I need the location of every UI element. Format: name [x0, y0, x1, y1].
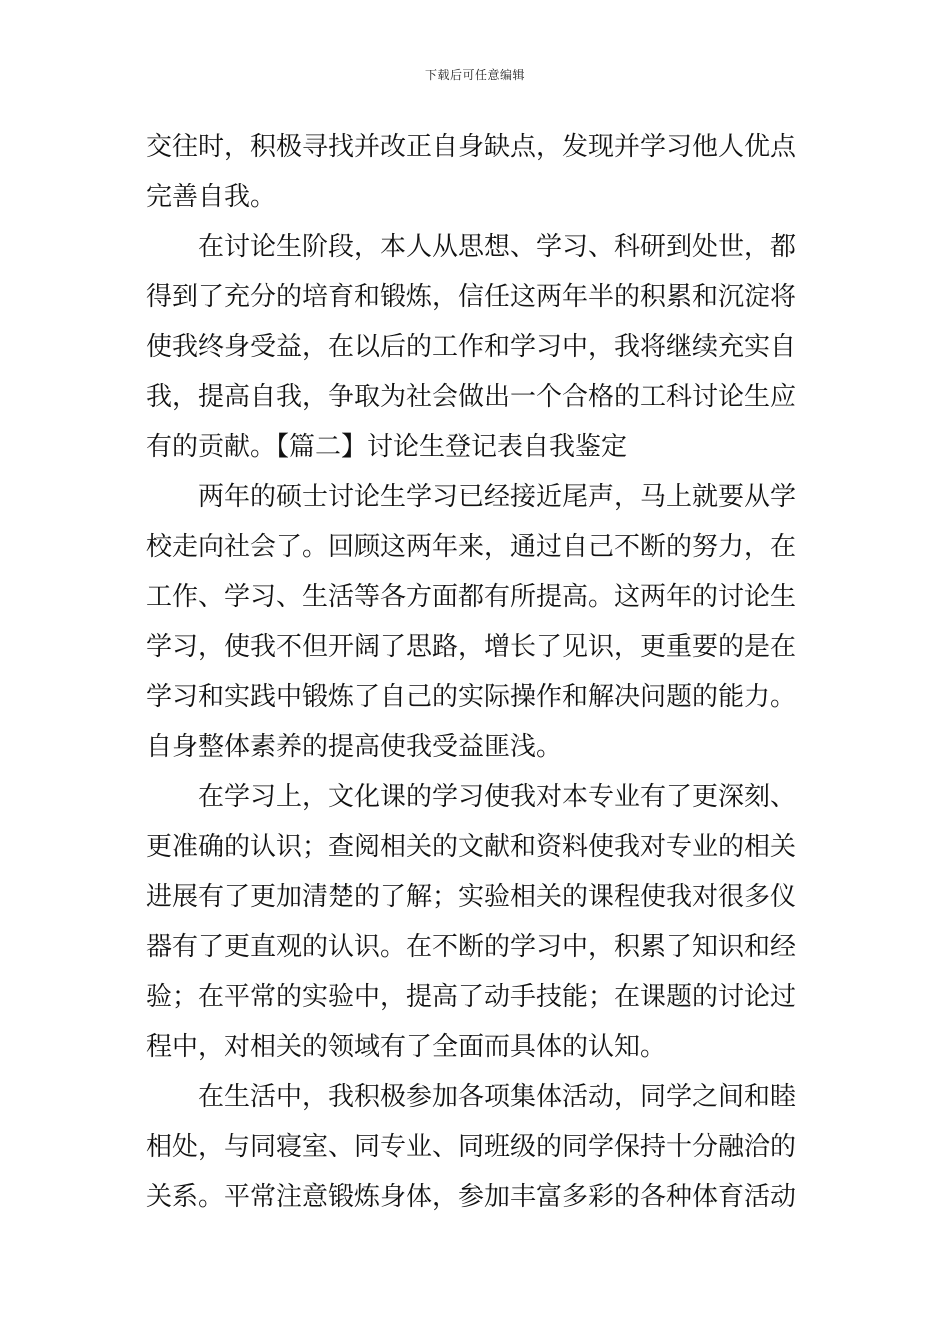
- text-line: 进展有了更加清楚的了解；实验相关的课程使我对很多仪: [146, 882, 797, 912]
- text-line: 校走向社会了。回顾这两年来，通过自己不断的努力，在: [146, 532, 797, 562]
- text-line: 学习，使我不但开阔了思路，增长了见识，更重要的是在: [146, 632, 797, 662]
- text-line: 有的贡献。【篇二】讨论生登记表自我鉴定: [146, 432, 628, 462]
- text-line: 我，提高自我，争取为社会做出一个合格的工科讨论生应: [146, 382, 797, 412]
- text-line: 学习和实践中锻炼了自己的实际操作和解决问题的能力。: [146, 682, 797, 712]
- paragraph-start-line: 在学习上，文化课的学习使我对本专业有了更深刻、: [198, 782, 797, 812]
- paragraph-start-line: 两年的硕士讨论生学习已经接近尾声，马上就要从学: [198, 482, 797, 512]
- document-body: [146, 122, 810, 1222]
- text-line: 得到了充分的培育和锻炼，信任这两年半的积累和沉淀将: [146, 282, 797, 312]
- text-line: 完善自我。: [146, 182, 277, 212]
- text-line: 工作、学习、生活等各方面都有所提高。这两年的讨论生: [146, 582, 797, 612]
- text-line: 使我终身受益，在以后的工作和学习中，我将继续充实自: [146, 332, 797, 362]
- text-line: 自身整体素养的提高使我受益匪浅。: [146, 732, 563, 762]
- paragraph-start-line: 在生活中，我积极参加各项集体活动，同学之间和睦: [198, 1082, 797, 1112]
- paragraph-start-line: 在讨论生阶段，本人从思想、学习、科研到处世，都: [198, 232, 797, 262]
- text-line: 程中，对相关的领域有了全面而具体的认知。: [146, 1032, 667, 1062]
- text-line: 相处，与同寝室、同专业、同班级的同学保持十分融洽的: [146, 1132, 797, 1162]
- page-header: 下载后可任意编辑: [424, 68, 525, 82]
- text-line: 关系。平常注意锻炼身体，参加丰富多彩的各种体育活动: [146, 1182, 797, 1212]
- text-line: 器有了更直观的认识。在不断的学习中，积累了知识和经: [146, 932, 797, 962]
- text-line: 更准确的认识；查阅相关的文献和资料使我对专业的相关: [146, 832, 797, 862]
- text-line: 验；在平常的实验中，提高了动手技能；在课题的讨论过: [146, 982, 797, 1012]
- text-line: 交往时，积极寻找并改正自身缺点，发现并学习他人优点: [146, 132, 797, 162]
